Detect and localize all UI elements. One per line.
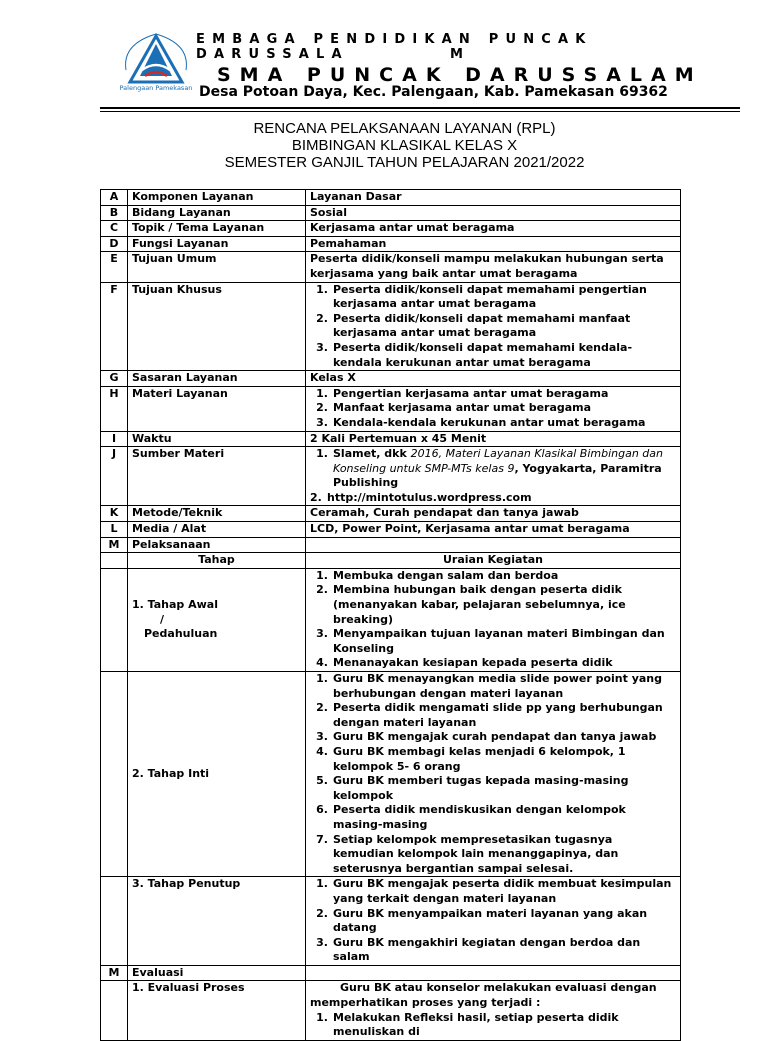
row-value: Kelas X — [306, 371, 681, 387]
title-line-3: SEMESTER GANJIL TAHUN PELAJARAN 2021/2022 — [224, 154, 585, 171]
table-row — [101, 672, 681, 877]
row-code — [101, 568, 128, 671]
stage-activities-inti — [306, 672, 681, 877]
row-label: Tujuan Umum — [128, 252, 306, 282]
row-code: D — [101, 236, 128, 252]
row-code: M — [101, 965, 128, 981]
row-label: Topik / Tema Layanan — [128, 221, 306, 237]
row-code: C — [101, 221, 128, 237]
stage-label-penutup: 3. Tahap Penutup — [128, 877, 306, 966]
title-line-2: BIMBINGAN KLASIKAL KELAS X — [291, 137, 518, 154]
document-title — [100, 120, 709, 171]
source-link: http://mintotulus.wordpress.com — [327, 490, 532, 504]
row-label: Materi Layanan — [128, 386, 306, 431]
list-item: 4. Menanayakan kesiapan kepada peserta didik — [316, 656, 613, 670]
logo-caption: Palengaan Pamekasan — [119, 84, 193, 92]
table-row — [101, 386, 681, 431]
table-row — [101, 522, 681, 538]
list-item: 2. Peserta didik mengamati slide pp yang berhubungan dengan materi layanan — [316, 701, 663, 729]
organization-name: EMBAGA PENDIDIKAN PUNCAK DARUSSALA — [196, 32, 593, 62]
row-value: Sosial — [306, 205, 681, 221]
row-value: Kerjasama antar umat beragama — [306, 221, 681, 237]
row-label: Sasaran Layanan — [128, 371, 306, 387]
evaluation-process-content — [306, 981, 681, 1040]
table-row — [101, 447, 681, 506]
list-item: 1. Membuka dengan salam dan berdoa — [316, 568, 559, 582]
row-value: Ceramah, Curah pendapat dan tanya jawab — [306, 506, 681, 522]
list-item: 3. Guru BK mengajak curah pendapat dan tanya jawab — [316, 730, 657, 744]
list-item: 2. Guru BK menyampaikan materi layanan yang akan datang — [316, 906, 648, 935]
row-label: Sumber Materi — [128, 447, 306, 506]
table-row — [101, 221, 681, 237]
column-header-uraian: Uraian Kegiatan — [306, 553, 681, 569]
row-value: Layanan Dasar — [306, 190, 681, 206]
list-item: 1. Pengertian kerjasama antar umat beragama — [316, 386, 609, 400]
table-row — [101, 506, 681, 522]
list-item: 2. Peserta didik/konseli dapat memahami manfaat kerjasama antar umat beragama — [316, 311, 631, 340]
row-code: M — [101, 537, 128, 553]
header-rule-thin — [100, 111, 740, 112]
row-value-sources — [306, 447, 681, 506]
row-label: Fungsi Layanan — [128, 236, 306, 252]
row-code: K — [101, 506, 128, 522]
organization-name-tail: M — [450, 47, 463, 62]
row-code — [101, 877, 128, 966]
row-label: Tujuan Khusus — [128, 282, 306, 371]
list-item: 2. http://mintotulus.wordpress.com — [310, 491, 676, 506]
row-code — [101, 672, 128, 877]
row-label: Bidang Layanan — [128, 205, 306, 221]
source-title: 2016, Materi Layanan Klasikal Bimbingan dan Konseling untuk SMP-MTs kelas 9 — [333, 447, 663, 475]
list-item: 6. Peserta didik mendiskusikan dengan kelompok masing-masing — [316, 803, 626, 831]
row-code: H — [101, 386, 128, 431]
list-item: 7. Setiap kelompok mempresetasikan tugasnya kemudian kelompok lain menanggapinya, dan seterusnya bergantian sampai selesai. — [316, 832, 619, 875]
row-code: F — [101, 282, 128, 371]
list-item: 1. Melakukan Refleksi hasil, setiap peserta didik menuliskan di — [316, 1010, 619, 1039]
stage-activities-awal — [306, 568, 681, 671]
row-label: Waktu — [128, 431, 306, 447]
row-value-list — [306, 282, 681, 371]
list-item: 1. Guru BK mengajak peserta didik membuat kesimpulan yang terkait dengan materi layanan — [316, 877, 672, 905]
table-row — [101, 371, 681, 387]
row-value — [306, 537, 681, 553]
row-code: I — [101, 431, 128, 447]
school-logo — [112, 30, 200, 92]
row-code: E — [101, 252, 128, 282]
table-row — [101, 190, 681, 206]
table-row — [101, 965, 681, 981]
list-item: 1. Guru BK menayangkan media slide power point yang berhubungan dengan materi layanan — [316, 672, 663, 700]
table-row — [101, 431, 681, 447]
row-code: G — [101, 371, 128, 387]
evaluation-process-label: 1. Evaluasi Proses — [128, 981, 306, 1040]
header-rule-thick — [100, 107, 740, 109]
evaluation-intro: Guru BK atau konselor melakukan evaluasi dengan memperhatikan proses yang terjadi : — [310, 981, 657, 1010]
row-label: Pelaksanaan — [128, 537, 306, 553]
table-row — [101, 236, 681, 252]
row-label: Media / Alat — [128, 522, 306, 538]
table-row — [101, 537, 681, 553]
row-value: Pemahaman — [306, 236, 681, 252]
list-item: 2. Membina hubungan baik dengan peserta didik (menanyakan kabar, pelajaran sebelumnya, ice breaking) — [316, 583, 626, 626]
list-item: 3. Kendala-kendala kerukunan antar umat beragama — [316, 415, 646, 429]
row-code: A — [101, 190, 128, 206]
row-code — [101, 981, 128, 1040]
row-code: L — [101, 522, 128, 538]
list-item: 3. Peserta didik/konseli dapat memahami kendala-kendala kerukunan antar umat beragama — [316, 340, 633, 369]
row-value — [306, 965, 681, 981]
row-value: Peserta didik/konseli mampu melakukan hubungan serta kerjasama yang baik antar umat beragama — [306, 252, 681, 282]
table-row — [101, 205, 681, 221]
row-label: Metode/Teknik — [128, 506, 306, 522]
row-value: 2 Kali Pertemuan x 45 Menit — [306, 431, 681, 447]
list-item: 2. Manfaat kerjasama antar umat beragama — [316, 401, 592, 415]
stage-label-awal: 1. Tahap Awal / Pedahuluan — [128, 568, 306, 671]
stage-label-inti: 2. Tahap Inti — [128, 672, 306, 877]
row-code: J — [101, 447, 128, 506]
list-item: 1. Slamet, dkk 2016, Materi Layanan Klasikal Bimbingan dan Konseling untuk SMP-MTs kelas 9, Yogyakarta, Paramitra Publishing — [316, 447, 663, 490]
row-label: Komponen Layanan — [128, 190, 306, 206]
table-row — [101, 282, 681, 371]
rpl-table — [100, 189, 681, 1041]
stage-activities-penutup — [306, 877, 681, 966]
table-row — [101, 568, 681, 671]
list-item: 3. Guru BK mengakhiri kegiatan dengan berdoa dan salam — [316, 935, 641, 964]
column-header-tahap: Tahap — [128, 553, 306, 569]
table-row — [101, 553, 681, 569]
list-item: 5. Guru BK memberi tugas kepada masing-masing kelompok — [316, 774, 629, 802]
list-item: 4. Guru BK membagi kelas menjadi 6 kelompok, 1 kelompok 5- 6 orang — [316, 744, 626, 773]
list-item: 1. Peserta didik/konseli dapat memahami pengertian kerjasama antar umat beragama — [316, 282, 647, 311]
table-row — [101, 877, 681, 966]
list-item: 3. Menyampaikan tujuan layanan materi Bimbingan dan Konseling — [316, 627, 665, 655]
row-value-list — [306, 386, 681, 431]
row-code — [101, 553, 128, 569]
table-row — [101, 252, 681, 282]
row-code: B — [101, 205, 128, 221]
school-name: SMA PUNCAK DARUSSALAM — [217, 64, 703, 86]
school-address: Desa Potoan Daya, Kec. Palengaan, Kab. Pamekasan 69362 — [199, 84, 668, 100]
row-label: Evaluasi — [128, 965, 306, 981]
row-value: LCD, Power Point, Kerjasama antar umat beragama — [306, 522, 681, 538]
table-row — [101, 981, 681, 1040]
title-line-1: RENCANA PELAKSANAAN LAYANAN (RPL) — [253, 120, 556, 137]
